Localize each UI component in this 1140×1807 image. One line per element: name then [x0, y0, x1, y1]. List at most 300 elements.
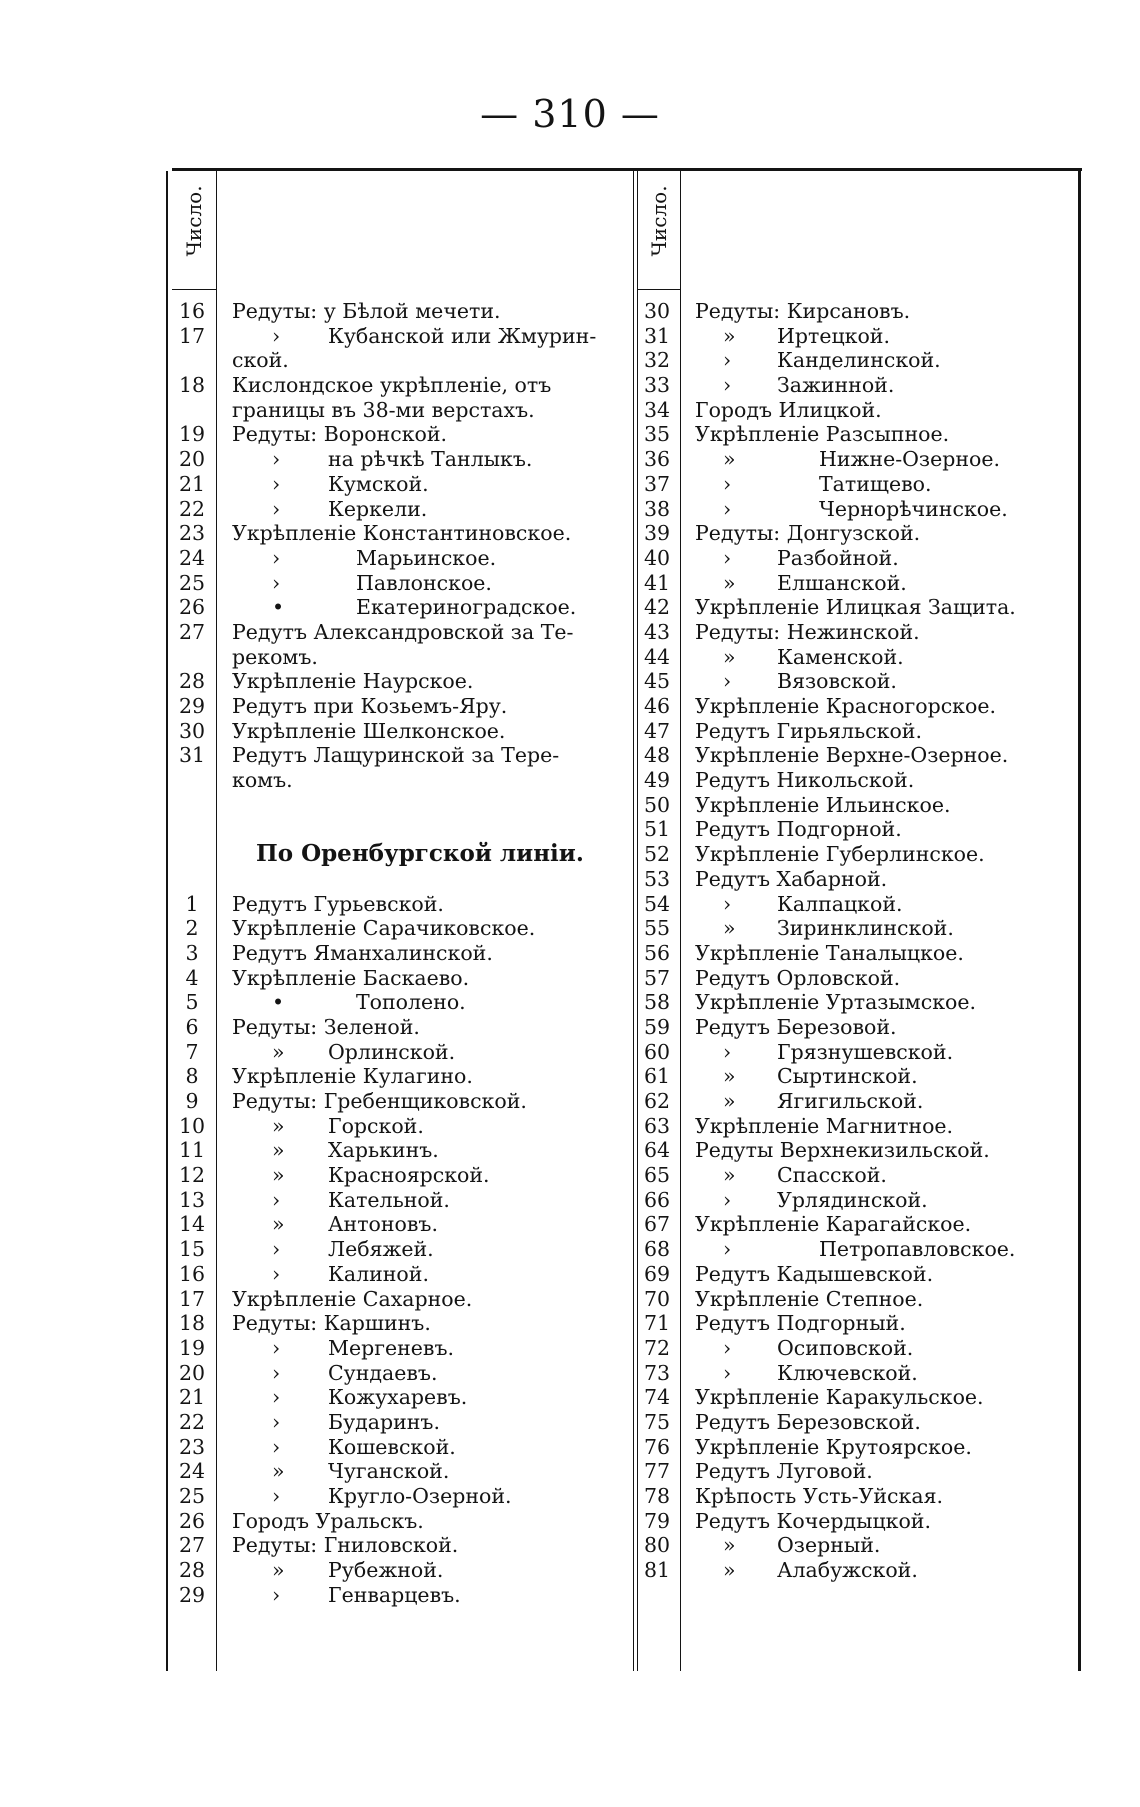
location-name: Татищево. — [819, 471, 932, 496]
location-name: Редуты: Зеленой. — [232, 1014, 420, 1039]
table-row — [172, 1410, 632, 1435]
location-name: Лебяжей. — [328, 1237, 434, 1262]
location-name: Укрѣпленіе Илицкая Защита. — [695, 595, 1016, 620]
location-name: Канделинской. — [777, 348, 941, 373]
location-name: Ключевской. — [777, 1360, 918, 1385]
table-row — [637, 1015, 1077, 1040]
ditto-mark: » — [723, 1089, 736, 1113]
row-number: 20 — [178, 447, 206, 472]
location-name: Чуганской. — [328, 1459, 450, 1484]
location-name: Харькинъ. — [328, 1138, 439, 1163]
location-name: Редуты: Нежинской. — [695, 619, 920, 644]
table-row — [172, 941, 632, 966]
location-name: Городъ Уральскъ. — [232, 1508, 424, 1533]
table-row — [637, 521, 1077, 546]
row-number: 2 — [185, 916, 199, 941]
location-name: Урлядинской. — [777, 1187, 928, 1212]
row-number: 28 — [178, 669, 206, 694]
location-name: Редутъ Березовской. — [695, 1409, 921, 1434]
location-name: Калпацкой. — [777, 891, 903, 916]
table-row — [172, 1163, 632, 1188]
location-name: Укрѣпленіе Ильинское. — [695, 792, 951, 817]
row-number: 80 — [643, 1533, 671, 1558]
location-name: Укрѣпленіе Крутоярское. — [695, 1434, 972, 1459]
row-number: 74 — [643, 1385, 671, 1410]
ditto-mark: › — [272, 1484, 281, 1508]
location-name: Орлинской. — [328, 1039, 456, 1064]
row-number: 18 — [178, 373, 206, 398]
row-number: 56 — [643, 940, 671, 965]
table-row — [172, 892, 632, 917]
location-name: Кательной. — [328, 1187, 450, 1212]
column-rule — [1078, 171, 1081, 1671]
table-row — [637, 1064, 1077, 1089]
table-row — [637, 1484, 1077, 1509]
row-number: 76 — [643, 1434, 671, 1459]
table-row — [637, 1163, 1077, 1188]
location-name: Сыртинской. — [777, 1064, 918, 1089]
table-row — [637, 299, 1077, 324]
table-row — [637, 1287, 1077, 1312]
location-name: Укрѣпленіе Константиновское. — [232, 521, 572, 546]
location-name: Горской. — [328, 1113, 424, 1138]
location-name: Редуты: Гниловской. — [232, 1533, 459, 1558]
row-number: 16 — [178, 299, 206, 323]
row-number: 59 — [643, 1014, 671, 1039]
ditto-mark: › — [723, 669, 732, 694]
section-heading: По Оренбургской линіи. — [256, 840, 584, 868]
location-name: Алабужской. — [777, 1558, 918, 1583]
row-number: 26 — [178, 1508, 206, 1533]
ditto-mark: › — [723, 1335, 732, 1360]
location-name: Укрѣпленіе Карагайское. — [695, 1212, 972, 1237]
page-number: — 310 — — [480, 92, 660, 136]
row-number: 19 — [178, 1335, 206, 1360]
row-number: 30 — [643, 299, 671, 323]
location-name: Генварцевъ. — [328, 1582, 461, 1607]
table-row — [637, 1336, 1077, 1361]
table-row — [637, 1237, 1077, 1262]
table-row — [172, 422, 632, 447]
table-row — [637, 324, 1077, 349]
table-row — [172, 694, 632, 719]
table-row — [172, 867, 632, 892]
ditto-mark: › — [272, 496, 281, 521]
ditto-mark: › — [723, 373, 732, 398]
table-row — [637, 694, 1077, 719]
row-number: 60 — [643, 1039, 671, 1064]
table-row — [172, 447, 632, 472]
table-row — [172, 1188, 632, 1213]
row-number: 34 — [643, 397, 671, 422]
table-row — [637, 1558, 1077, 1583]
row-number: 51 — [643, 817, 671, 842]
row-number: 24 — [178, 545, 206, 570]
row-number: 48 — [643, 743, 671, 768]
location-name: Редуты: у Бѣлой мечети. — [232, 299, 501, 323]
column-rule — [633, 171, 634, 1671]
row-number: 4 — [185, 965, 199, 990]
row-number: 29 — [178, 1582, 206, 1607]
row-number: 21 — [178, 1385, 206, 1410]
location-name: Керкели. — [328, 496, 428, 521]
row-number: 38 — [643, 496, 671, 521]
table-row — [637, 842, 1077, 867]
table-row — [637, 1361, 1077, 1386]
table-row — [172, 817, 632, 842]
ditto-mark: › — [272, 1187, 281, 1212]
row-number: 22 — [178, 1409, 206, 1434]
ditto-mark: › — [723, 1237, 732, 1262]
row-number: 27 — [178, 619, 206, 644]
table-row — [172, 669, 632, 694]
location-name: комъ. — [232, 768, 293, 793]
ditto-mark: › — [272, 1261, 281, 1286]
table-row — [172, 373, 632, 398]
table-row — [172, 768, 632, 793]
ditto-mark: • — [272, 990, 285, 1015]
location-name: Редутъ Гурьевской. — [232, 891, 444, 916]
table-row — [637, 966, 1077, 991]
location-name: Спасской. — [777, 1163, 887, 1188]
ditto-mark: » — [272, 1113, 285, 1138]
row-number: 22 — [178, 496, 206, 521]
row-number: 13 — [178, 1187, 206, 1212]
table-row — [637, 422, 1077, 447]
table-row — [172, 620, 632, 645]
ditto-mark: › — [723, 891, 732, 916]
location-name: Рубежной. — [328, 1558, 444, 1583]
ditto-mark: » — [723, 1558, 736, 1583]
row-number: 50 — [643, 792, 671, 817]
location-name: Укрѣпленіе Верхне-Озерное. — [695, 743, 1009, 768]
table-row — [637, 1459, 1077, 1484]
row-number: 10 — [178, 1113, 206, 1138]
location-name: Укрѣпленіе Наурское. — [232, 669, 474, 694]
column-rule — [166, 171, 168, 1671]
location-name: Редуты: Воронской. — [232, 422, 448, 447]
row-number: 39 — [643, 521, 671, 546]
row-number: 16 — [178, 1261, 206, 1286]
ditto-mark: › — [272, 1434, 281, 1459]
location-name: Екатериноградское. — [356, 595, 577, 620]
ditto-mark: › — [272, 570, 281, 595]
row-number: 77 — [643, 1459, 671, 1484]
location-name: Редутъ Хабарной. — [695, 866, 888, 891]
row-number: 73 — [643, 1360, 671, 1385]
location-name: Редутъ Кочердыцкой. — [695, 1508, 931, 1533]
row-number: 31 — [178, 743, 206, 768]
ditto-mark: › — [272, 471, 281, 496]
table-row — [172, 1212, 632, 1237]
location-name: Городъ Илицкой. — [695, 397, 882, 422]
table-row — [637, 743, 1077, 768]
row-number: 62 — [643, 1089, 671, 1113]
table-row — [172, 1459, 632, 1484]
location-name: Редуты: Донгузской. — [695, 521, 921, 546]
location-name: Редутъ Яманхалинской. — [232, 940, 493, 965]
row-number: 61 — [643, 1064, 671, 1089]
table-row — [637, 1188, 1077, 1213]
row-number: 79 — [643, 1508, 671, 1533]
ditto-mark: › — [272, 1385, 281, 1410]
table-row — [637, 645, 1077, 670]
row-number: 64 — [643, 1138, 671, 1163]
ditto-mark: » — [272, 1459, 285, 1484]
table-row — [637, 546, 1077, 571]
table-row — [172, 1311, 632, 1336]
location-name: Укрѣпленіе Уртазымское. — [695, 990, 977, 1015]
row-number: 25 — [178, 570, 206, 595]
row-number: 9 — [185, 1089, 199, 1113]
row-number: 8 — [185, 1064, 199, 1089]
table-row — [172, 546, 632, 571]
location-name: Редутъ Александровской за Те- — [232, 619, 574, 644]
location-name: Редутъ при Козьемъ-Яру. — [232, 694, 508, 718]
location-name: Кошевской. — [328, 1434, 456, 1459]
table-row — [172, 1237, 632, 1262]
ditto-mark: › — [723, 471, 732, 496]
ditto-mark: › — [272, 447, 281, 472]
table-row — [172, 1064, 632, 1089]
table-row — [637, 1533, 1077, 1558]
location-name: на рѣчкѣ Танлыкъ. — [328, 447, 533, 472]
ditto-mark: › — [272, 323, 281, 348]
location-name: Тополено. — [356, 990, 466, 1015]
location-name: Редуты: Кирсановъ. — [695, 299, 911, 323]
table-row — [172, 1138, 632, 1163]
table-row — [637, 571, 1077, 596]
table-row — [172, 1435, 632, 1460]
ditto-mark: » — [723, 916, 736, 941]
location-name: Укрѣпленіе Сарачиковское. — [232, 916, 536, 941]
table-row — [637, 1089, 1077, 1114]
location-name: Зажинной. — [777, 373, 895, 398]
row-number: 24 — [178, 1459, 206, 1484]
left-column — [172, 299, 632, 1607]
table-row — [172, 842, 632, 867]
row-number: 23 — [178, 521, 206, 546]
row-number: 67 — [643, 1212, 671, 1237]
locations-table — [172, 168, 1082, 1671]
row-number: 30 — [178, 718, 206, 743]
table-row — [637, 595, 1077, 620]
location-name: Укрѣпленіе Каракульское. — [695, 1385, 984, 1410]
table-row — [172, 1089, 632, 1114]
location-name: Кожухаревъ. — [328, 1385, 468, 1410]
table-row — [172, 1509, 632, 1534]
location-name: ской. — [232, 348, 289, 373]
ditto-mark: » — [272, 1163, 285, 1188]
location-name: Мергеневъ. — [328, 1335, 455, 1360]
location-name: Укрѣпленіе Баскаево. — [232, 965, 470, 990]
ditto-mark: › — [272, 1237, 281, 1262]
location-name: Редутъ Никольской. — [695, 768, 915, 793]
row-number: 68 — [643, 1237, 671, 1262]
ditto-mark: › — [272, 545, 281, 570]
location-name: Иртецкой. — [777, 323, 890, 348]
table-row — [637, 1385, 1077, 1410]
table-row — [637, 373, 1077, 398]
ditto-mark: » — [723, 1163, 736, 1188]
row-number: 32 — [643, 348, 671, 373]
location-name: Укрѣпленіе Таналыцкое. — [695, 940, 964, 965]
row-number: 37 — [643, 471, 671, 496]
row-number: 44 — [643, 644, 671, 669]
table-row — [172, 1484, 632, 1509]
ditto-mark: » — [272, 1138, 285, 1163]
location-name: Редутъ Подгорный. — [695, 1311, 906, 1336]
location-name: Кумской. — [328, 471, 429, 496]
table-row — [172, 966, 632, 991]
row-number: 40 — [643, 545, 671, 570]
location-name: Марьинское. — [356, 545, 497, 570]
row-number: 58 — [643, 990, 671, 1015]
table-row — [172, 1114, 632, 1139]
table-row — [637, 892, 1077, 917]
right-column — [637, 299, 1077, 1583]
row-number: 23 — [178, 1434, 206, 1459]
row-number: 18 — [178, 1311, 206, 1336]
location-name: Укрѣпленіе Красногорское. — [695, 694, 996, 718]
row-number: 75 — [643, 1409, 671, 1434]
location-name: Укрѣпленіе Степное. — [695, 1286, 924, 1311]
location-name: Сундаевъ. — [328, 1360, 438, 1385]
location-name: Крѣпость Усть-Уйская. — [695, 1484, 944, 1508]
location-name: Укрѣпленіе Кулагино. — [232, 1064, 473, 1089]
ditto-mark: › — [272, 1335, 281, 1360]
location-name: Кругло-Озерной. — [328, 1484, 512, 1508]
ditto-mark: » — [272, 1039, 285, 1064]
table-row — [172, 521, 632, 546]
ditto-mark: › — [723, 496, 732, 521]
location-name: Редутъ Лащуринской за Тере- — [232, 743, 560, 768]
row-number: 54 — [643, 891, 671, 916]
row-number: 72 — [643, 1335, 671, 1360]
table-row — [172, 1040, 632, 1065]
row-number: 43 — [643, 619, 671, 644]
row-number: 49 — [643, 768, 671, 793]
table-row — [172, 1583, 632, 1608]
table-row — [637, 1138, 1077, 1163]
location-name: Разбойной. — [777, 545, 899, 570]
location-name: Укрѣпленіе Губерлинское. — [695, 842, 985, 867]
row-number: 52 — [643, 842, 671, 867]
table-row — [172, 1262, 632, 1287]
ditto-mark: » — [723, 323, 736, 348]
table-row — [637, 768, 1077, 793]
ditto-mark: › — [723, 545, 732, 570]
row-number: 69 — [643, 1261, 671, 1286]
right-number-header — [637, 171, 681, 290]
location-name: Зиринклинской. — [777, 916, 954, 941]
row-number: 57 — [643, 965, 671, 990]
table-row — [637, 620, 1077, 645]
left-number-header — [172, 171, 216, 290]
row-number: 35 — [643, 422, 671, 447]
row-number: 17 — [178, 1286, 206, 1311]
table-row — [172, 398, 632, 423]
table-row — [172, 1287, 632, 1312]
location-name: Редутъ Кадышевской. — [695, 1261, 934, 1286]
table-row — [637, 719, 1077, 744]
row-number: 53 — [643, 866, 671, 891]
row-number: 29 — [178, 694, 206, 718]
ditto-mark: › — [272, 1360, 281, 1385]
location-name: Редуты: Гребенщиковской. — [232, 1089, 527, 1113]
location-name: Грязнушевской. — [777, 1039, 954, 1064]
row-number: 70 — [643, 1286, 671, 1311]
ditto-mark: › — [723, 348, 732, 373]
location-name: Укрѣпленіе Магнитное. — [695, 1113, 954, 1138]
row-number: 11 — [178, 1138, 206, 1163]
row-number: 28 — [178, 1558, 206, 1583]
table-row — [637, 941, 1077, 966]
location-name: Петропавловское. — [819, 1237, 1016, 1262]
row-number: 63 — [643, 1113, 671, 1138]
row-number: 33 — [643, 373, 671, 398]
row-number: 26 — [178, 595, 206, 620]
table-row — [637, 916, 1077, 941]
row-number: 7 — [185, 1039, 199, 1064]
ditto-mark: • — [272, 595, 285, 620]
row-number: 65 — [643, 1163, 671, 1188]
table-row — [172, 571, 632, 596]
location-name: Ягигильской. — [777, 1089, 924, 1113]
location-name: Бударинъ. — [328, 1409, 440, 1434]
table-row — [172, 990, 632, 1015]
row-number: 14 — [178, 1212, 206, 1237]
number-column-label: Число. — [182, 185, 206, 257]
table-row — [637, 497, 1077, 522]
location-name: Красноярской. — [328, 1163, 490, 1188]
table-row — [637, 1509, 1077, 1534]
table-row — [172, 1015, 632, 1040]
row-number: 78 — [643, 1484, 671, 1508]
ditto-mark: » — [723, 1064, 736, 1089]
table-row — [172, 497, 632, 522]
number-column-label: Число. — [647, 185, 671, 257]
location-name: Елшанской. — [777, 570, 907, 595]
ditto-mark: › — [272, 1582, 281, 1607]
ditto-mark: › — [723, 1360, 732, 1385]
table-row — [637, 472, 1077, 497]
row-number: 5 — [185, 990, 199, 1015]
table-row — [637, 447, 1077, 472]
table-row — [172, 324, 632, 349]
ditto-mark: » — [272, 1558, 285, 1583]
location-name: Павлонское. — [356, 570, 492, 595]
row-number: 46 — [643, 694, 671, 718]
table-row — [172, 1558, 632, 1583]
table-row — [172, 1385, 632, 1410]
table-row — [172, 1533, 632, 1558]
ditto-mark: » — [723, 570, 736, 595]
table-row — [637, 990, 1077, 1015]
location-name: Редутъ Подгорной. — [695, 817, 902, 842]
location-name: Кубанской или Жмурин- — [328, 323, 597, 348]
row-number: 17 — [178, 323, 206, 348]
ditto-mark: › — [272, 1409, 281, 1434]
table-row — [637, 1435, 1077, 1460]
table-row — [637, 793, 1077, 818]
location-name: Калиной. — [328, 1261, 429, 1286]
location-name: Кислондское укрѣпленіе, отъ — [232, 373, 552, 398]
table-row — [637, 867, 1077, 892]
ditto-mark: › — [723, 1039, 732, 1064]
table-row — [172, 348, 632, 373]
table-row — [172, 793, 632, 818]
